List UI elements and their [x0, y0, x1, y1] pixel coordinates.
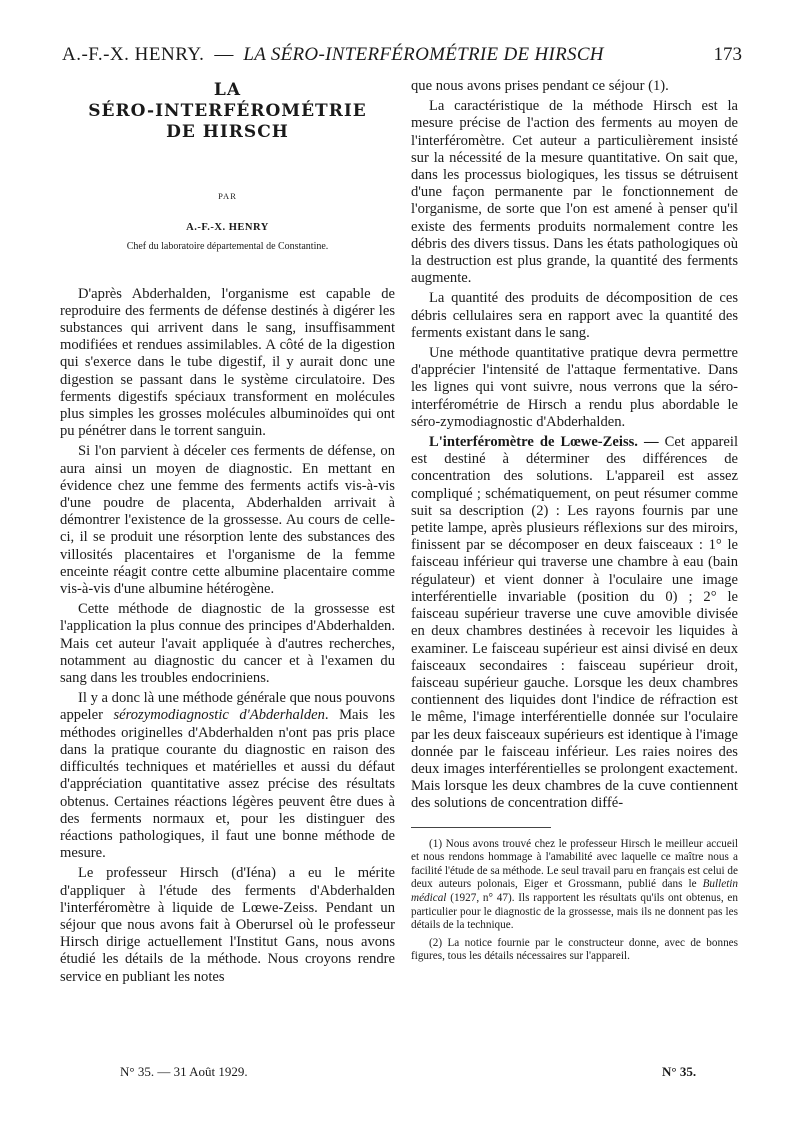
paragraph-methode-quantitative: Une méthode quantitative pratique devra permettre d'apprécier l'intensité de l'attaque fermentative. Dans les lignes qui vont suivre, nous verrons que la séro-interférométrie de Hirsch a rendu plus abordable le séro-zymodiagnostic d'Abderhalden.: [411, 345, 738, 430]
article-title-line-1: LA: [213, 80, 242, 100]
p4-text-before: Il y a donc là une méthode générale que nous pouvons appeler: [60, 690, 395, 724]
left-column: [60, 78, 395, 986]
author-affiliation: Chef du laboratoire départemental de Constantine.: [126, 241, 329, 253]
issue-number-footer: N° 35.: [662, 1064, 697, 1079]
header-title: LA SÉRO-INTERFÉROMÉTRIE DE HIRSCH: [243, 44, 604, 65]
footnote-2: (2) La notice fournie par le constructeur donne, avec de bonnes figures, tous les détails nécessaires sur l'appareil.: [411, 936, 738, 963]
paragraph-hirsch: Le professeur Hirsch (d'Iéna) a eu le mérite d'appliquer à l'étude des ferments d'Abderhalden l'interféromètre à liquide de Lœwe-Zeiss. Pendant un séjour que nous avons fait à Oberursel où le professeur Hirsch dirige actuellement l'Institut Gans, nous avons étudié les détails de la méthode. Nous croyons rendre service en publiant les notes: [60, 865, 395, 985]
paragraph-interferometre: [411, 434, 738, 812]
footnote-1-after: (1927, n° 47). Ils rapportent les résultats qu'ils ont obtenus, en particulier pour le diagnostic de la grossesse, mais ils ne donnent pas les détails de la technique.: [411, 891, 738, 932]
header-author: A.-F.-X. HENRY.: [62, 44, 205, 65]
interferometre-text: Cet appareil est destiné à déterminer des différences de concentration des solutions. L'appareil est assez compliqué ; schématiquement, on peut résumer comme suit sa description (2) : Les rayons fournis par une petite lampe, après plusieurs réflexions sur des miroirs, finissent par se décomposer en deux faisceaux : 1° le faisceau inférieur qui traverse une chambre à eau (bain régulateur) et vient donner à l'oculaire une image interférentielle invariable (position du 0) ; 2° le faisceau supérieur traverse une cuve amovible divisée en deux chambres destinées à recevoir les liquides à examiner. Le faisceau supérieur est ainsi divisé en deux faisceaux secondaires : faisceau supérieur droit, faisceau supérieur gauche. Lorsque les deux chambres contiennent des liquides dont l'indice de réfraction est le même, l'image interférentielle donnée sur l'oculaire par les deux faisceaux supérieurs est identique à l'image donnée par le faisceau inférieur. Les raies noires des deux images interférentielles se prolongent exactement. Mais lorsque les deux chambres de la cuve contiennent des solutions de concentration diffé-: [411, 434, 738, 812]
left-body: [60, 286, 395, 986]
paragraph-methode-generale: [60, 690, 395, 862]
footnote-1-italic: Bulletin médical: [411, 878, 738, 904]
right-column: [411, 78, 738, 964]
paragraph-quantite: La quantité des produits de décomposition de ces débris cellulaires sera en rapport avec la quantité des ferments existant dans le sang.: [411, 290, 738, 341]
page-number: 173: [713, 44, 742, 65]
paragraph-abderhalden-intro: D'après Abderhalden, l'organisme est capable de reproduire des ferments de défense destinés à digérer les substances qui arrivent dans le sang, insuffisamment modifiées et rendues assimilables. A côté de la digestion qui s'exerce dans le tube digestif, il y aurait donc une digestion se passant dans le système circulatoire. Des ferments digestifs spéciaux transforment en molécules plus simples les grosses molécules albuminoïdes qui ont pu pénétrer dans le torrent sanguin.: [60, 285, 395, 440]
footnote-1-before: (1) Nous avons trouvé chez le professeur Hirsch le meilleur accueil et nous rendons hommage à l'amabilité avec laquelle ce maître nous a facilité l'étude de sa méthode. Le seul travail paru en français est celui de deux auteurs polonais, Eiger et Grossmann, publié dans le: [411, 837, 738, 891]
article-title-line-2: SÉRO-INTERFÉROMÉTRIE: [88, 101, 367, 121]
p4-text-after: . Mais les méthodes originelles d'Abderhalden n'ont pas pris place dans la pratique courante du diagnostic en raison des difficultés techniques et matérielles et aussi du défaut d'appréciation quantitative assez précise des résultats obtenus. Certaines réactions légères peuvent être dues à des ferments normaux et, pour les distinguer des réactions pathologiques, il faut une bonne méthode de mesure.: [60, 707, 396, 862]
footnote-divider: [411, 827, 551, 828]
section-heading-interferometre: L'interféromètre de Lœwe-Zeiss. —: [429, 434, 659, 451]
header-dash: —: [214, 44, 234, 65]
p4-italic-term: sérozymodiagnostic d'Abderhalden: [113, 707, 325, 724]
footnote-1: [411, 838, 738, 933]
by-label: PAR: [218, 191, 237, 201]
paragraph-caracteristique: La caractéristique de la méthode Hirsch est la mesure précise de l'action des ferments au moyen de l'interféromètre. Cet auteur a particulièrement insisté sur la nécessité de la mesure quantitative. On sait que, dans les processus biologiques, les tissus se détruisent d'une façon permanente par le fonctionnement de l'organisme, de sorte que l'on est amené à penser qu'il existe des ferments produits normalement contre les débris des divers tissus. Dans les états pathologiques où la destruction est plus grande, la quantité des ferments augmente.: [411, 98, 738, 287]
article-title: [60, 80, 395, 143]
paragraph-diagnostic: Si l'on parvient à déceler ces ferments de défense, on aura ainsi un moyen de diagnostic. En mettant en évidence chez une femme des ferments actifs vis-à-vis d'une poudre de placenta, Abderhalden arrivait à démontrer l'existence de la grossesse. Au cours de celle-ci, il se produit une résorption lente des substances des villosités placentaires et l'organisme de la femme enceinte réagit contre cette albumine placentaire comme vis-à-vis d'une albumine hétérogène.: [60, 443, 395, 598]
paragraph-sejour: que nous avons prises pendant ce séjour (1).: [411, 78, 669, 94]
running-header: [62, 40, 742, 70]
paragraph-grossesse: Cette méthode de diagnostic de la grossesse est l'application la plus connue des principes d'Abderhalden. Mais cet auteur l'avait appliquée à d'autres recherches, notamment au diagnostic du cancer et à l'examen du sang dans les troubles endocriniens.: [60, 601, 395, 687]
issue-footer: N° 35. — 31 Août 1929.: [120, 1064, 248, 1079]
article-title-line-3: DE HIRSCH: [166, 122, 289, 142]
article-author: A.-F.-X. HENRY: [186, 222, 269, 234]
